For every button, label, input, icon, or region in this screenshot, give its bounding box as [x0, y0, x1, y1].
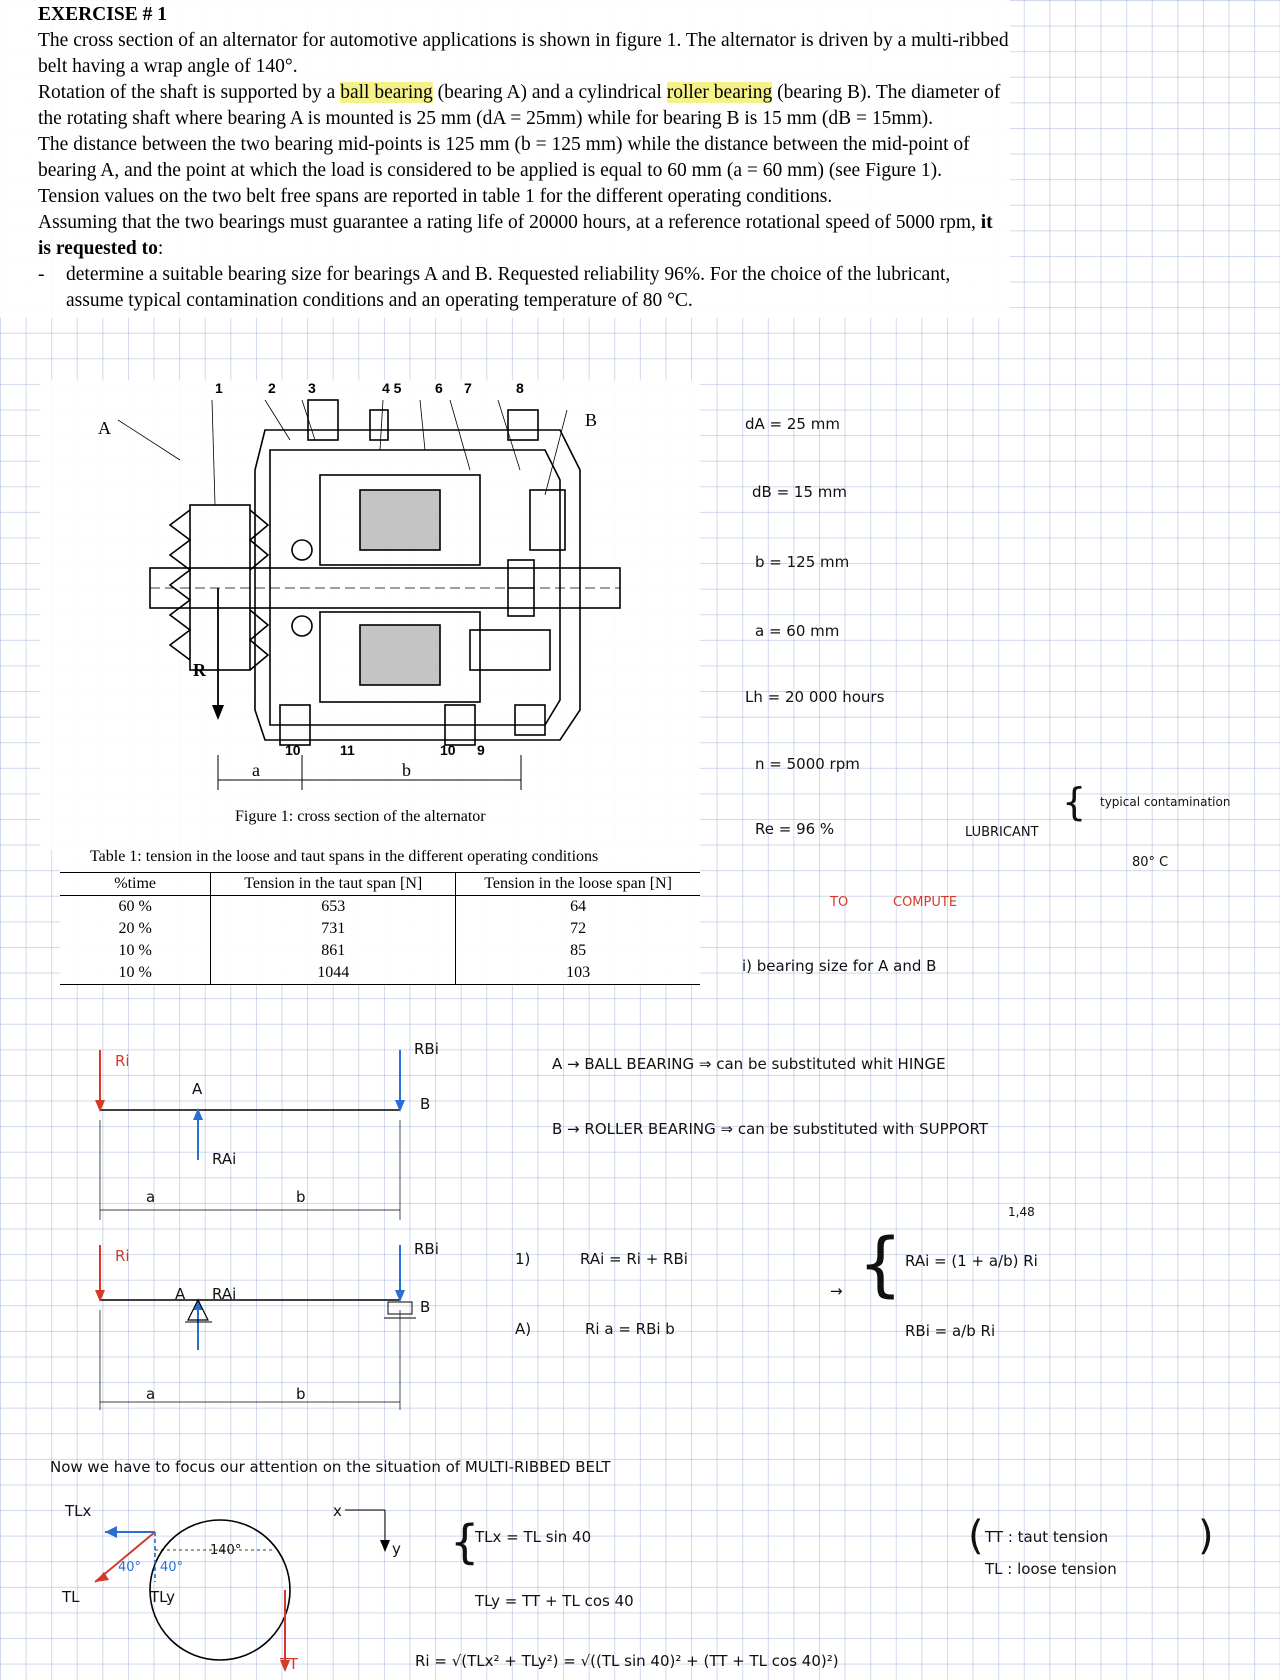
table-header-taut: Tension in the taut span [N] — [211, 873, 456, 896]
alternator-figure — [40, 380, 700, 850]
figure-label-b: b — [402, 760, 411, 780]
table-caption: Table 1: tension in the loose and taut spans in the different operating conditions — [90, 848, 599, 865]
diag2-b: b — [296, 1385, 306, 1403]
highlight-ball-bearing: ball bearing — [340, 82, 433, 103]
figure-number-8: 8 — [516, 380, 524, 396]
def-tl: TL : loose tension — [985, 1560, 1117, 1578]
figure-label-A: A — [98, 418, 111, 438]
now-line: Now we have to focus our attention on the situation of MULTI-RIBBED BELT — [50, 1458, 611, 1476]
diag2-RBi: RBi — [414, 1240, 439, 1258]
axis-x: x — [333, 1502, 342, 1520]
eq2: Ri a = RBi b — [585, 1320, 675, 1338]
pulley-TT: TT — [280, 1655, 299, 1673]
pulley-diagram — [95, 1510, 390, 1672]
beam-diagram-2 — [95, 1245, 416, 1410]
highlight-roller-bearing: roller bearing — [666, 82, 773, 103]
eq-tlx: TLx = TL sin 40 — [475, 1528, 592, 1546]
eq1-label: 1) — [515, 1250, 531, 1268]
figure-number-3: 3 — [308, 380, 316, 396]
note-line-B: B → ROLLER BEARING ⇒ can be substituted with SUPPORT — [552, 1120, 989, 1138]
figure-label-R: R — [193, 660, 206, 680]
table-header-time: %time — [60, 873, 211, 896]
exercise-paragraph-1: The cross section of an alternator for automotive applications is shown in figure 1. The alternator is driven by a multi-ribbed belt having a wrap angle of 140°. — [38, 30, 1009, 77]
sol1-note: 1,48 — [1008, 1205, 1035, 1219]
diag1-b: b — [296, 1188, 306, 1206]
note-a: a = 60 mm — [755, 622, 840, 640]
figure-label-a: a — [252, 760, 260, 780]
table-row: 20 % 731 72 — [60, 918, 700, 940]
diag1-RAi: RAi — [212, 1150, 237, 1168]
figure-number-1: 1 — [215, 380, 223, 396]
diag2-A: A — [175, 1285, 186, 1303]
eq1: RAi = Ri + RBi — [580, 1250, 688, 1268]
diag1-Ri: Ri — [115, 1052, 130, 1070]
exercise-paragraph-3: The distance between the two bearing mid-points is 125 mm (b = 125 mm) while the distance between the mid-point of bearing A, and the point at which the load is considered to be applied is equal to 60 mm (a = 60 mm) (see Figure 1). — [38, 134, 970, 181]
table-header-loose: Tension in the loose span [N] — [456, 873, 700, 896]
pulley-angle-140: 140° — [210, 1543, 242, 1558]
table-header-row — [60, 873, 700, 896]
exercise-title: EXERCISE # 1 — [38, 4, 167, 25]
diag2-Ri: Ri — [115, 1247, 130, 1265]
pulley-angle-40b: 40° — [160, 1560, 184, 1575]
diag1-a: a — [146, 1188, 156, 1206]
figure-caption: Figure 1: cross section of the alternator — [235, 808, 486, 825]
figure-number-11: 11 — [340, 742, 355, 758]
exercise-bullet: - determine a suitable bearing size for bearings A and B. Requested reliability 96%. For the choice of the lubricant, assume typical contamination conditions and an operating temperature of 80 °C. — [38, 264, 951, 311]
note-lubricant: LUBRICANT — [965, 825, 1039, 840]
solution-arrow: → — [830, 1282, 843, 1300]
note-temperature: 80° C — [1132, 855, 1169, 870]
note-dA: dA = 25 mm — [745, 415, 840, 433]
def-tt: TT : taut tension — [985, 1528, 1109, 1546]
pulley-TLy: TLy — [150, 1588, 176, 1606]
pulley-angle-40a: 40° — [118, 1560, 142, 1575]
diag2-RAi: RAi — [212, 1285, 237, 1303]
table-row: 10 % 861 85 — [60, 940, 700, 962]
eq-ri: Ri = √(TLx² + TLy²) = √((TL sin 40)² + (TT + TL cos 40)²) — [415, 1652, 839, 1670]
figure-number-9: 9 — [477, 742, 485, 758]
note-contamination: typical contamination — [1100, 795, 1231, 809]
figure-number-7: 7 — [464, 380, 472, 396]
tension-table — [60, 872, 700, 985]
eq2-label: A) — [515, 1320, 532, 1338]
exercise-text — [0, 0, 1010, 318]
figure-number-10b: 10 — [440, 742, 456, 758]
note-n: n = 5000 rpm — [755, 755, 860, 773]
beam-diagram-1 — [95, 1050, 405, 1220]
note-dB: dB = 15 mm — [752, 483, 847, 501]
sol1: RAi = (1 + a/b) Ri — [905, 1252, 1038, 1270]
tension-table-block — [60, 848, 700, 985]
figure-number-6: 6 — [435, 380, 443, 396]
pulley-TL: TL — [62, 1588, 80, 1606]
note-to: TO — [830, 895, 849, 910]
note-b: b = 125 mm — [755, 553, 850, 571]
diag1-A: A — [192, 1080, 203, 1098]
note-Re: Re = 96 % — [755, 820, 835, 838]
alternator-cross-section-drawing — [40, 380, 700, 800]
exercise-paragraph-2: Rotation of the shaft is supported by a ball bearing (bearing A) and a cylindrical roller bearing (bearing B). The diameter of the rotating shaft where bearing A is mounted is 25 mm (dA = 25mm) while for bearing B is 15 mm (dB = 15mm). — [38, 82, 1001, 129]
note-task: i) bearing size for A and B — [742, 957, 937, 975]
figure-number-2: 2 — [268, 380, 276, 396]
free-body-diagrams — [0, 1020, 500, 1680]
diag1-B: B — [420, 1095, 431, 1113]
sol2: RBi = a/b Ri — [905, 1322, 996, 1340]
figure-number-45: 4 5 — [382, 380, 402, 396]
figure-label-B: B — [585, 410, 598, 430]
diag1-RBi: RBi — [414, 1040, 439, 1058]
exercise-paragraph-5: Assuming that the two bearings must guarantee a rating life of 20000 hours, at a reference rotational speed of 5000 rpm, it is requested to: — [38, 212, 993, 259]
axis-y: y — [392, 1540, 401, 1558]
eq-tly: TLy = TT + TL cos 40 — [475, 1592, 634, 1610]
table-row: 10 % 1044 103 — [60, 962, 700, 985]
exercise-paragraph-4: Tension values on the two belt free spans are reported in table 1 for the different operating conditions. — [38, 186, 833, 207]
table-row: 60 % 653 64 — [60, 896, 700, 919]
note-compute: COMPUTE — [893, 895, 958, 910]
diag2-a: a — [146, 1385, 156, 1403]
note-Lh: Lh = 20 000 hours — [745, 688, 885, 706]
figure-number-10a: 10 — [285, 742, 301, 758]
note-line-A: A → BALL BEARING ⇒ can be substituted whit HINGE — [552, 1055, 946, 1073]
pulley-TLx: TLx — [65, 1502, 92, 1520]
diag2-B: B — [420, 1298, 431, 1316]
